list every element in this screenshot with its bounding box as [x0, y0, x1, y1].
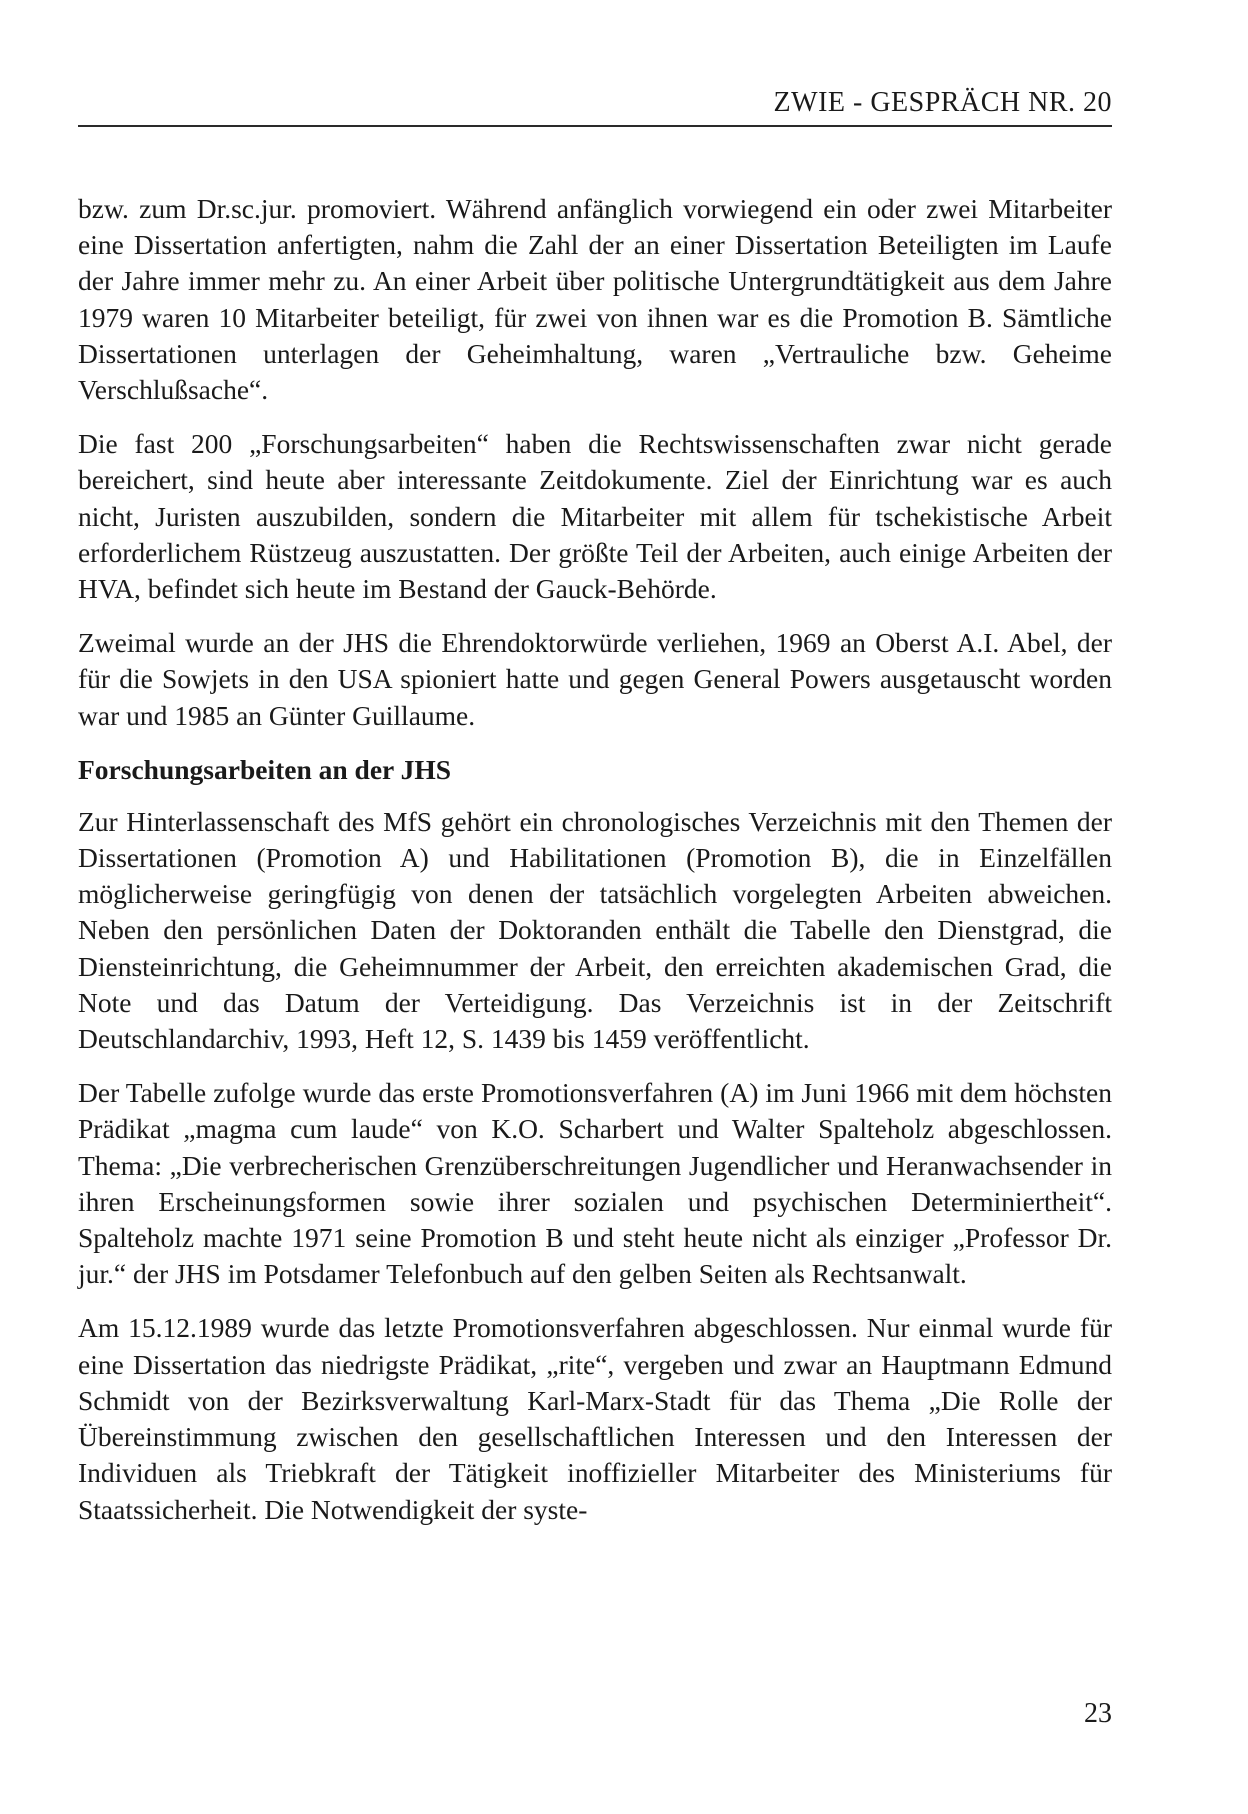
- paragraph: Der Tabelle zufolge wurde das erste Promotionsverfahren (A) im Juni 1966 mit dem höchsten Prädikat „magma cum laude“ von K.O. Scharbert und Walter Spalteholz abgeschlossen. Thema: „Die verbrecherischen Grenzüberschreitungen Jugendlicher und Heranwachsender in ihren Erscheinungsformen sowie ihrer sozialen und psychischen Determiniertheit“. Spalteholz machte 1971 seine Promotion B und steht heute nicht als einziger „Professor Dr. jur.“ der JHS im Potsdamer Telefonbuch auf den gelben Seiten als Rechtsanwalt.: [78, 1077, 1112, 1290]
- section-heading: Forschungsarbeiten an der JHS: [78, 753, 452, 785]
- page-number: 23: [1084, 1698, 1112, 1729]
- paragraph: Am 15.12.1989 wurde das letzte Promotionsverfahren abgeschlossen. Nur einmal wurde für eine Dissertation das niedrigste Prädikat, „rite“, vergeben und zwar an Hauptmann Edmund Schmidt von der Bezirksverwaltung Karl-Marx-Stadt für das Thema „Die Rolle der Übereinstimmung zwischen den gesellschaftlichen Interessen und den Interessen der Individuen als Triebkraft der Tätigkeit inoffizieller Mitarbeiter des Ministeriums für Staatssicherheit. Die Notwendigkeit der syste-: [78, 1312, 1112, 1525]
- body-text: [78, 191, 1112, 1546]
- paragraph: Die fast 200 „Forschungsarbeiten“ haben die Rechtswissenschaften zwar nicht gerade bereichert, sind heute aber interessante Zeitdokumente. Ziel der Einrichtung war es auch nicht, Juristen auszubilden, sondern die Mitarbeiter mit allem für tschekistische Arbeit erforderlichem Rüstzeug auszustatten. Der größte Teil der Arbeiten, auch einige Arbeiten der HVA, befindet sich heute im Bestand der Gauck-Behörde.: [78, 428, 1112, 605]
- paragraph: bzw. zum Dr.sc.jur. promoviert. Während anfänglich vorwiegend ein oder zwei Mitarbeiter eine Dissertation anfertigten, nahm die Zahl der an einer Dissertation Beteiligten im Laufe der Jahre immer mehr zu. An einer Arbeit über politische Untergrundtätigkeit aus dem Jahre 1979 waren 10 Mitarbeiter beteiligt, für zwei von ihnen war es die Promotion B. Sämtliche Dissertationen unterlagen der Geheimhaltung, waren „Vertrauliche bzw. Geheime Verschlußsache“.: [78, 193, 1112, 406]
- paragraph: Zur Hinterlassenschaft des MfS gehört ein chronologisches Verzeichnis mit den Themen der Dissertationen (Promotion A) und Habilitationen (Promotion B), die in Einzelfällen möglicherweise geringfügig von denen der tatsächlich vorgelegten Arbeiten abweichen. Neben den persönlichen Daten der Doktoranden enthält die Tabelle den Dienstgrad, die Diensteinrichtung, die Geheimnummer der Arbeit, den erreichten akademischen Grad, die Note und das Datum der Verteidigung. Das Verzeichnis ist in der Zeitschrift Deutschlandarchiv, 1993, Heft 12, S. 1439 bis 1459 veröffentlicht.: [78, 805, 1112, 1055]
- paragraph: Zweimal wurde an der JHS die Ehrendoktorwürde verliehen, 1969 an Oberst A.I. Abel, der für die Sowjets in den USA spioniert hatte und gegen General Powers ausgetauscht worden war und 1985 an Günter Guillaume.: [78, 627, 1112, 731]
- running-head: ZWIE - GESPRÄCH NR. 20: [773, 87, 1112, 118]
- header-rule: [78, 125, 1112, 127]
